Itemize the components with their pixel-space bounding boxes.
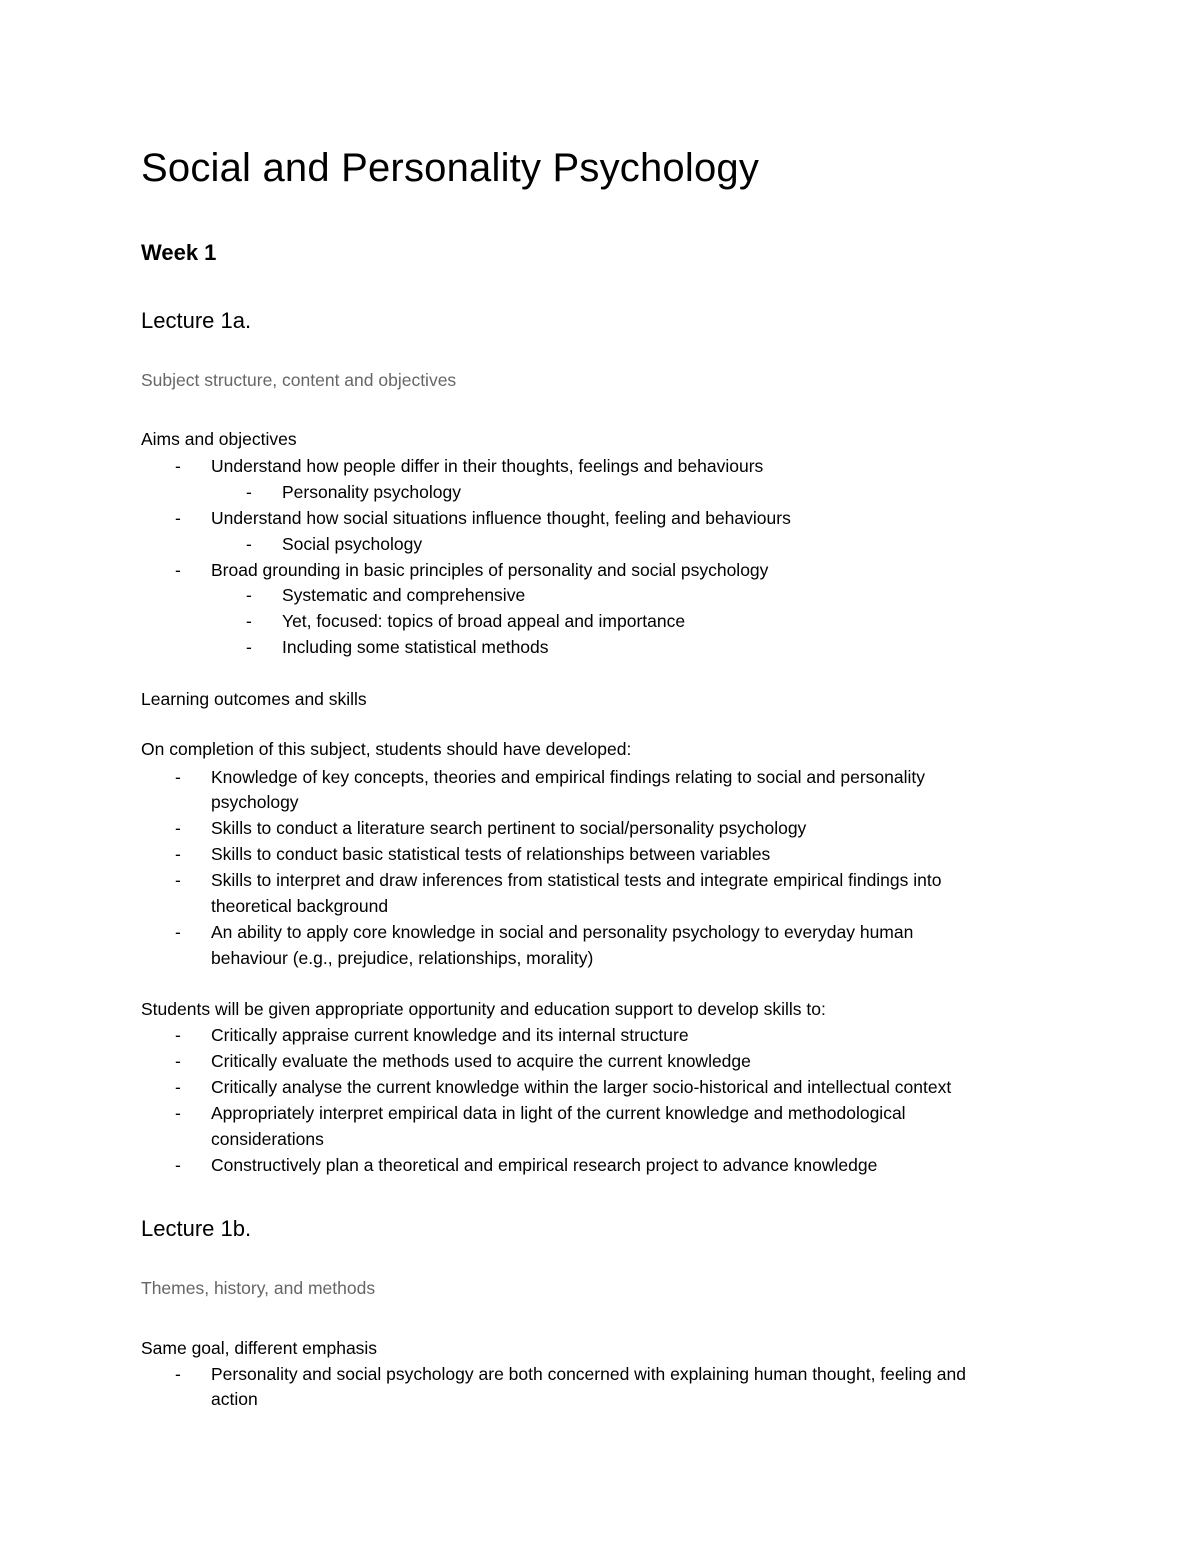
list-item-text: Systematic and comprehensive — [282, 585, 526, 605]
bullet-dash: - — [175, 818, 181, 838]
bullet-dash: - — [246, 534, 252, 554]
bullet-dash: - — [175, 870, 181, 890]
bullet-dash: - — [175, 560, 181, 580]
bullet-dash: - — [175, 456, 181, 476]
week-heading: Week 1 — [141, 240, 217, 265]
list-item-text: Critically evaluate the methods used to acquire the current knowledge — [211, 1051, 751, 1071]
lecture-1a-subtitle: Subject structure, content and objectives — [141, 370, 457, 390]
bullet-dash: - — [175, 1155, 181, 1175]
bullet-dash: - — [175, 922, 181, 942]
aims-heading: Aims and objectives — [141, 429, 297, 449]
skills-intro: Students will be given appropriate opportunity and education support to develop skills to: — [141, 999, 826, 1019]
list-item-text: Understand how social situations influence thought, feeling and behaviours — [211, 508, 791, 528]
outcomes-intro: On completion of this subject, students should have developed: — [141, 739, 632, 759]
list-item-text: behaviour (e.g., prejudice, relationships, morality) — [211, 948, 594, 968]
list-item-text: Social psychology — [282, 534, 423, 554]
document-title: Social and Personality Psychology — [141, 146, 760, 190]
outcomes-heading: Learning outcomes and skills — [141, 689, 367, 709]
lecture-1a-heading: Lecture 1a. — [141, 308, 252, 333]
list-item-text: action — [211, 1389, 258, 1409]
list-item-text: considerations — [211, 1129, 324, 1149]
list-item-text: theoretical background — [211, 896, 389, 916]
list-item-text: Critically appraise current knowledge and its internal structure — [211, 1025, 689, 1045]
list-item-text: Constructively plan a theoretical and empirical research project to advance knowledge — [211, 1155, 878, 1175]
bullet-dash: - — [175, 1103, 181, 1123]
list-item-text: Skills to conduct basic statistical tests of relationships between variables — [211, 844, 771, 864]
list-item-text: Skills to conduct a literature search pertinent to social/personality psychology — [211, 818, 807, 838]
bullet-dash: - — [246, 585, 252, 605]
bullet-dash: - — [175, 508, 181, 528]
goal-heading: Same goal, different emphasis — [141, 1338, 378, 1358]
lecture-1b-heading: Lecture 1b. — [141, 1216, 252, 1241]
bullet-dash: - — [246, 611, 252, 631]
list-item-text: Personality and social psychology are both concerned with explaining human thought, feeling and — [211, 1364, 966, 1384]
list-item-text: An ability to apply core knowledge in social and personality psychology to everyday human — [211, 922, 914, 942]
bullet-dash: - — [175, 1077, 181, 1097]
list-item-text: Understand how people differ in their thoughts, feelings and behaviours — [211, 456, 764, 476]
bullet-dash: - — [175, 767, 181, 787]
bullet-dash: - — [246, 482, 252, 502]
list-item-text: Personality psychology — [282, 482, 461, 502]
list-item-text: Including some statistical methods — [282, 637, 549, 657]
bullet-dash: - — [175, 1051, 181, 1071]
list-item-text: Broad grounding in basic principles of personality and social psychology — [211, 560, 769, 580]
list-item-text: Knowledge of key concepts, theories and empirical findings relating to social and personality — [211, 767, 926, 787]
list-item-text: psychology — [211, 792, 299, 812]
bullet-dash: - — [246, 637, 252, 657]
lecture-1b-subtitle: Themes, history, and methods — [141, 1278, 376, 1298]
list-item-text: Skills to interpret and draw inferences from statistical tests and integrate empirical findings into — [211, 870, 942, 890]
list-item-text: Critically analyse the current knowledge within the larger socio-historical and intellectual context — [211, 1077, 952, 1097]
bullet-dash: - — [175, 844, 181, 864]
list-item-text: Appropriately interpret empirical data in light of the current knowledge and methodological — [211, 1103, 906, 1123]
list-item-text: Yet, focused: topics of broad appeal and importance — [282, 611, 686, 631]
bullet-dash: - — [175, 1364, 181, 1384]
bullet-dash: - — [175, 1025, 181, 1045]
